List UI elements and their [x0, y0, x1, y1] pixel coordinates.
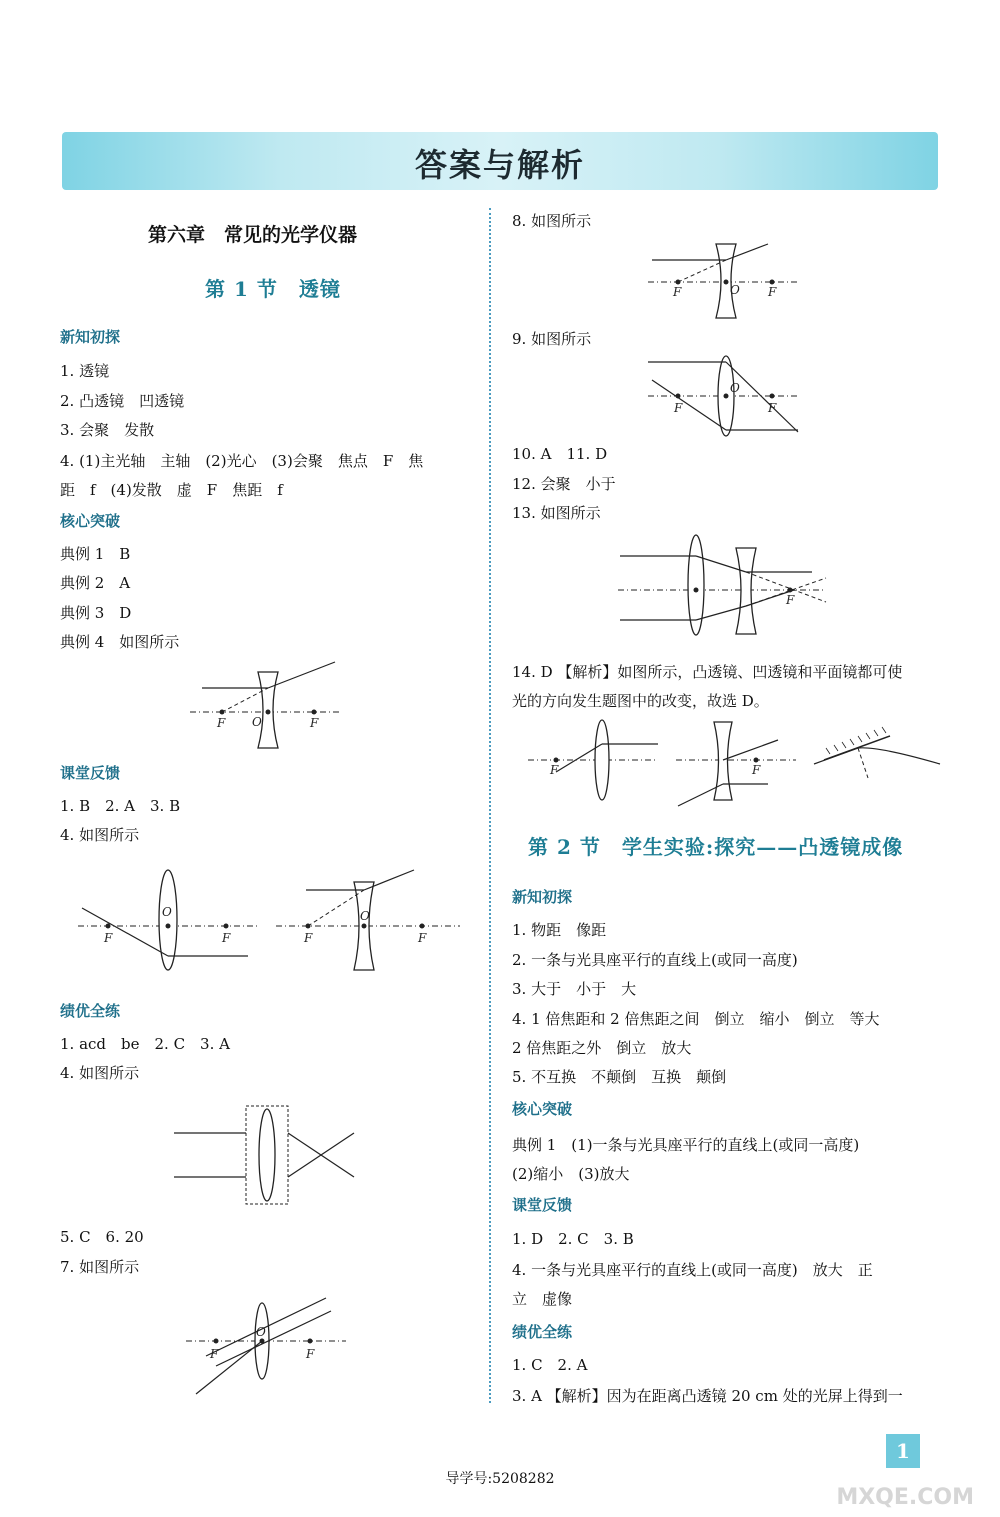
- heading-hexin-2: 核心突破: [512, 1100, 573, 1118]
- figure-concave-lens-example4: [190, 660, 350, 755]
- answer-line: 典例 1 B: [60, 545, 131, 563]
- svg-text:F: F: [673, 285, 682, 299]
- answer-line: 1. B 2. A 3. B: [60, 797, 181, 815]
- svg-text:O: O: [730, 283, 740, 297]
- footer-guide-number: 导学号:5208282: [445, 1471, 555, 1487]
- svg-text:F: F: [306, 1347, 315, 1361]
- answer-line: 4. 1 倍焦距和 2 倍焦距之间 倒立 缩小 倒立 等大: [512, 1010, 880, 1028]
- answer-line: 光的方向发生题图中的改变，故选 D。: [512, 692, 769, 710]
- watermark: MXQE.COM: [836, 1485, 974, 1510]
- figure-jiyou-4: [172, 1100, 372, 1210]
- svg-text:F: F: [550, 763, 559, 777]
- title-banner: [62, 132, 938, 190]
- answer-line: 10. A 11. D: [512, 445, 608, 463]
- answer-line: 1. C 2. A: [512, 1356, 588, 1374]
- answer-line: 3. 会聚 发散: [60, 421, 155, 439]
- svg-text:O: O: [162, 905, 172, 919]
- svg-text:O: O: [256, 1325, 266, 1339]
- svg-text:F: F: [418, 931, 427, 945]
- answer-line: 9. 如图所示: [512, 330, 592, 348]
- answer-line: 1. D 2. C 3. B: [512, 1230, 634, 1248]
- heading-jiyou-2: 绩优全练: [512, 1323, 573, 1341]
- figure-jiyou-7: [186, 1296, 356, 1396]
- svg-text:O: O: [252, 715, 262, 729]
- svg-text:O: O: [730, 381, 740, 395]
- figure-q14: [528, 716, 948, 808]
- answer-line: 12. 会聚 小于: [512, 475, 616, 493]
- answer-line: 3. A 【解析】因为在距离凸透镜 20 cm 处的光屏上得到一: [512, 1387, 903, 1405]
- svg-text:F: F: [752, 763, 761, 777]
- answer-line: 4. 如图所示: [60, 826, 140, 844]
- answer-line: 5. 不互换 不颠倒 互换 颠倒: [512, 1068, 727, 1086]
- svg-text:F: F: [210, 1347, 219, 1361]
- heading-jiyou: 绩优全练: [60, 1002, 121, 1020]
- figure-q9: [648, 352, 808, 437]
- svg-text:F: F: [768, 285, 777, 299]
- answer-line: 典例 4 如图所示: [60, 633, 180, 651]
- svg-text:F: F: [786, 593, 795, 607]
- answer-line: 2. 凸透镜 凹透镜: [60, 392, 185, 410]
- svg-text:F: F: [104, 931, 113, 945]
- svg-text:F: F: [768, 401, 777, 415]
- answer-line: 7. 如图所示: [60, 1258, 140, 1276]
- heading-xinzhi: 新知初探: [60, 328, 121, 346]
- figure-q13: [618, 530, 828, 640]
- answer-line: 2. 一条与光具座平行的直线上(或同一高度): [512, 951, 798, 969]
- svg-text:F: F: [222, 931, 231, 945]
- heading-ketang: 课堂反馈: [60, 764, 121, 782]
- figure-q8: [648, 240, 808, 320]
- answer-line: 2 倍焦距之外 倒立 放大: [512, 1039, 692, 1057]
- answer-line: 4. 一条与光具座平行的直线上(或同一高度) 放大 正: [512, 1261, 873, 1279]
- answer-line: 8. 如图所示: [512, 212, 592, 230]
- answer-line: 典例 2 A: [60, 574, 131, 592]
- heading-ketang-2: 课堂反馈: [512, 1196, 573, 1214]
- answer-line: 立 虚像: [512, 1290, 573, 1308]
- answer-line: 14. D 【解析】如图所示，凸透镜、凹透镜和平面镜都可使: [512, 663, 903, 681]
- svg-text:F: F: [310, 716, 319, 730]
- heading-hexin: 核心突破: [60, 512, 121, 530]
- answer-line: 5. C 6. 20: [60, 1228, 144, 1246]
- section-1-title: 第 1 节 透镜: [205, 277, 341, 301]
- answer-line: 1. 透镜: [60, 362, 110, 380]
- page-number: 1: [886, 1434, 920, 1468]
- answer-line: 1. acd be 2. C 3. A: [60, 1035, 230, 1053]
- answer-line: 3. 大于 小于 大: [512, 980, 637, 998]
- answer-line: 4. 如图所示: [60, 1064, 140, 1082]
- svg-text:F: F: [674, 401, 683, 415]
- heading-xinzhi-2: 新知初探: [512, 888, 573, 906]
- answer-line: 1. 物距 像距: [512, 921, 607, 939]
- page-title: 答案与解析: [414, 146, 585, 184]
- answer-line: (2)缩小 (3)放大: [512, 1165, 630, 1183]
- figure-ketang-4: [78, 860, 478, 980]
- column-divider: [489, 208, 491, 1403]
- answer-line: 距 f (4)发散 虚 F 焦距 f: [60, 481, 283, 499]
- svg-text:F: F: [304, 931, 313, 945]
- answer-line: 典例 1 (1)一条与光具座平行的直线上(或同一高度): [512, 1136, 860, 1154]
- answer-line: 13. 如图所示: [512, 504, 601, 522]
- section-2-title: 第 2 节 学生实验:探究——凸透镜成像: [528, 835, 904, 859]
- answer-line: 典例 3 D: [60, 604, 132, 622]
- answer-line: 4. (1)主光轴 主轴 (2)光心 (3)会聚 焦点 F 焦: [60, 452, 424, 470]
- svg-text:F: F: [217, 716, 226, 730]
- svg-text:O: O: [360, 909, 370, 923]
- chapter-title: 第六章 常见的光学仪器: [148, 224, 358, 246]
